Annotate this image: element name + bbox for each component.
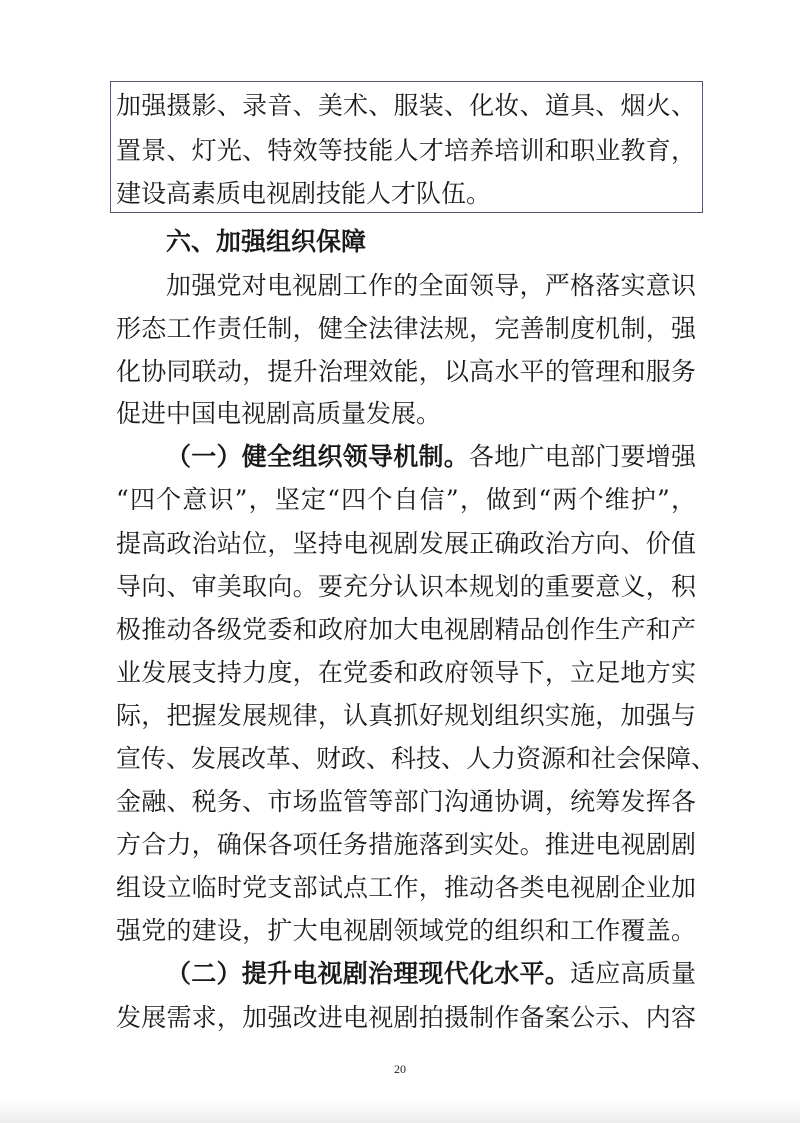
item1-title: （一）健全组织领导机制。 bbox=[166, 442, 469, 471]
paragraph-line: 导向、审美取向。要充分认识本规划的重要意义，积 bbox=[116, 572, 696, 601]
paragraph-line: 际，把握发展规律，认真抓好规划组织实施，加强与 bbox=[116, 701, 696, 730]
paragraph-line: 极推动各级党委和政府加大电视剧精品创作生产和产 bbox=[116, 615, 696, 644]
boxed-line: 加强摄影、录音、美术、服装、化妆、道具、烟火、 bbox=[116, 91, 696, 120]
paragraph-line: 金融、税务、市场监管等部门沟通协调，统筹发挥各 bbox=[116, 787, 696, 816]
item1-first-line bbox=[166, 435, 696, 479]
paragraph-line: 提高政治站位，坚持电视剧发展正确政治方向、价值 bbox=[116, 529, 696, 558]
paragraph-line: 加强党对电视剧工作的全面领导，严格落实意识 bbox=[166, 271, 696, 300]
section-heading: 六、加强组织保障 bbox=[166, 227, 367, 256]
paragraph-line: “四个意识”，坚定“四个自信”，做到“两个维护”， bbox=[116, 485, 696, 514]
paragraph-line: 促进中国电视剧高质量发展。 bbox=[116, 399, 442, 428]
paragraph-line: 发展需求，加强改进电视剧拍摄制作备案公示、内容 bbox=[116, 1003, 696, 1032]
paragraph-line: 强党的建设，扩大电视剧领域党的组织和工作覆盖。 bbox=[116, 916, 696, 945]
paragraph-line: 业发展支持力度，在党委和政府领导下，立足地方实 bbox=[116, 658, 696, 687]
item2-title: （二）提升电视剧治理现代化水平。 bbox=[166, 959, 570, 988]
boxed-line: 建设高素质电视剧技能人才队伍。 bbox=[116, 179, 492, 208]
bottom-shade bbox=[0, 1100, 800, 1123]
paragraph-line: 化协同联动，提升治理效能，以高水平的管理和服务 bbox=[116, 357, 696, 386]
paragraph-line: 宣传、发展改革、财政、科技、人力资源和社会保障、 bbox=[116, 744, 717, 773]
item2-lead: 适应高质量 bbox=[569, 959, 696, 988]
boxed-line: 置景、灯光、特效等技能人才培养培训和职业教育， bbox=[116, 136, 696, 165]
item2-first-line bbox=[166, 952, 696, 996]
paragraph-line: 组设立临时党支部试点工作，推动各类电视剧企业加 bbox=[116, 873, 696, 902]
paragraph-line: 方合力，确保各项任务措施落到实处。推进电视剧剧 bbox=[116, 830, 696, 859]
item1-lead: 各地广电部门要增强 bbox=[468, 442, 696, 471]
page-number: 20 bbox=[394, 1062, 406, 1076]
paragraph-line: 形态工作责任制，健全法律法规，完善制度机制，强 bbox=[116, 314, 696, 343]
